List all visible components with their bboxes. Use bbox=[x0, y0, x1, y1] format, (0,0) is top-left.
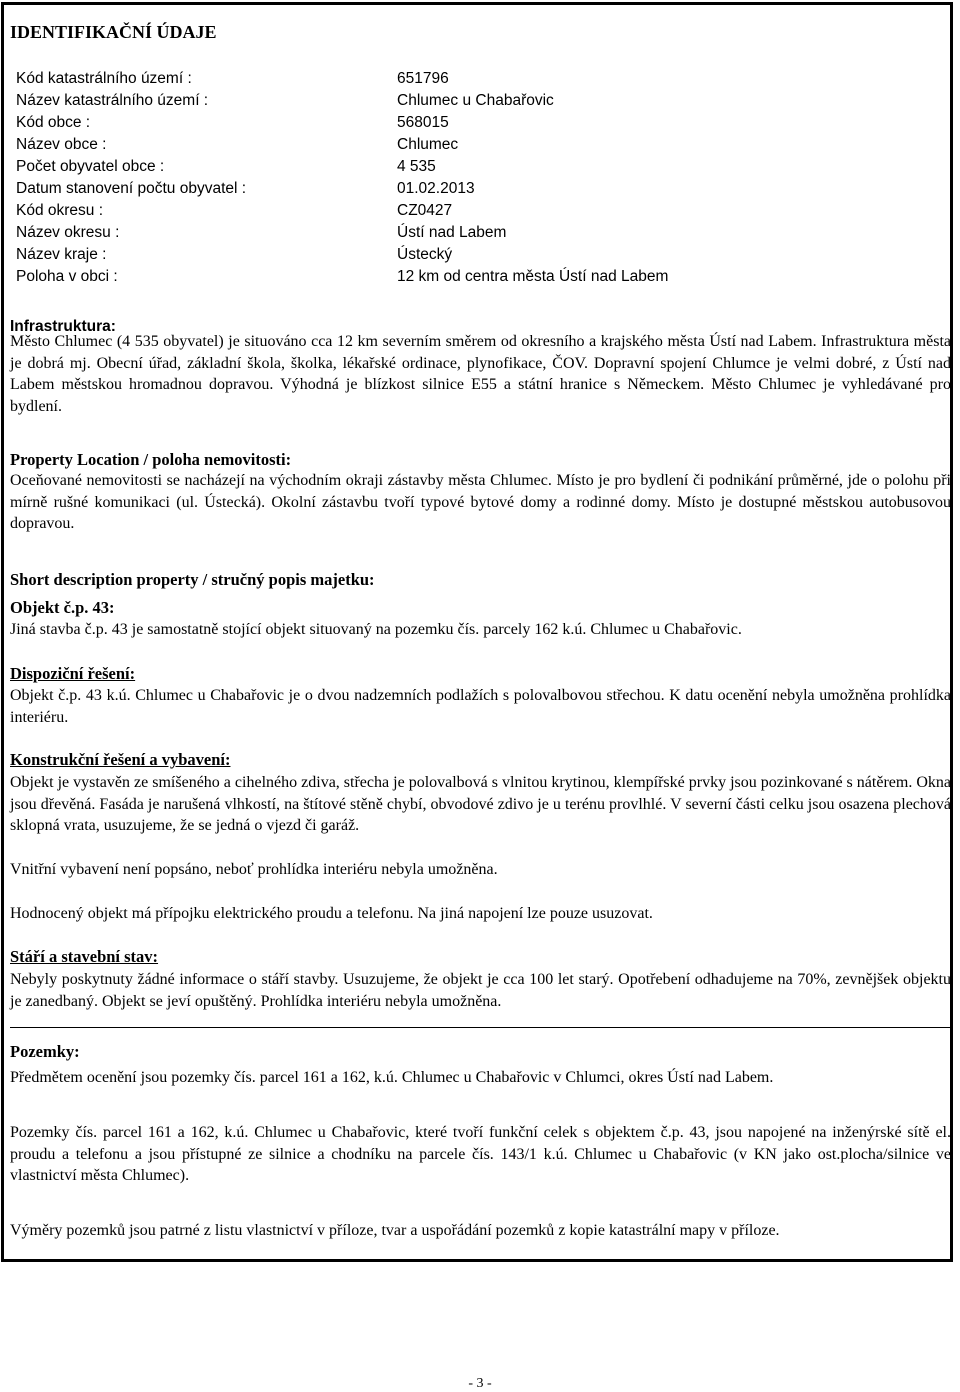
object-heading: Objekt č.p. 43: bbox=[10, 598, 115, 617]
ident-label: Kód obce : bbox=[16, 114, 91, 131]
ident-label: Kód katastrálního území : bbox=[16, 70, 192, 87]
ident-value: 651796 bbox=[397, 70, 449, 87]
ident-label: Název obce : bbox=[16, 136, 107, 153]
land-text-1: Předmětem ocenění jsou pozemky čís. parcel 161 a 162, k.ú. Chlumec u Chabařovic v Chlumci, okres Ústí nad Labem. bbox=[10, 1069, 774, 1086]
ident-label: Název okresu : bbox=[16, 224, 120, 241]
ident-label: Název kraje : bbox=[16, 246, 107, 263]
short-description-heading: Short description property / stručný popis majetku: bbox=[10, 570, 375, 589]
object-text: Jiná stavba č.p. 43 je samostatně stojící objekt situovaný na pozemku čís. parcely 162 k.ú. Chlumec u Chabařovic. bbox=[10, 621, 742, 638]
ident-label: Kód okresu : bbox=[16, 202, 104, 219]
ident-value: 4 535 bbox=[397, 158, 436, 175]
page-title: IDENTIFIKAČNÍ ÚDAJE bbox=[10, 22, 217, 42]
infrastructure-text: Město Chlumec (4 535 obyvatel) je situováno cca 12 km severním směrem od okresního a krajského města Ústí nad Labem. Infrastruktura města je dobrá mj. Obecní úřad, základní škola, školka, lékařské ordinace, plynofikace, ČOV. Dopravní spojení Chlumce je velmi dobré, z Ústí nad Labem městskou hromadnou dopravou. Výhodná je blízkost silnice E55 a státní hranice s Německem. Město Chlumec je vyhledávané pro bydlení. bbox=[10, 333, 951, 415]
location-heading: Property Location / poloha nemovitosti: bbox=[10, 450, 292, 469]
ident-value: 01.02.2013 bbox=[397, 180, 475, 197]
infrastructure-heading: Infrastruktura: bbox=[10, 318, 116, 335]
land-heading: Pozemky: bbox=[10, 1042, 80, 1061]
ident-label: Poloha v obci : bbox=[16, 268, 118, 285]
ident-value: Ústecký bbox=[397, 246, 453, 263]
ident-value: Chlumec u Chabařovic bbox=[397, 92, 554, 109]
ident-label: Název katastrálního území : bbox=[16, 92, 209, 109]
construction-text: Objekt je vystavěn ze smíšeného a cihelného zdiva, střecha je polovalbová s vlnitou krytinou, klempířské prvky jsou pozinkované s nátěrem. Okna jsou dřevěná. Fasáda je narušená vlhkostí, na štítové stěně chybí, obvodové zdivo je u terénu provlhlé. V severní části celku jsou osazena plechová sklopná vrata, usuzujeme, že se jedná o vjezd či garáž. bbox=[10, 774, 951, 834]
ident-label: Počet obyvatel obce : bbox=[16, 158, 165, 175]
disposition-text: Objekt č.p. 43 k.ú. Chlumec u Chabařovic je o dvou nadzemních podlažích s polovalbovou střechou. K datu ocenění nebyla umožněna prohlídka interiéru. bbox=[10, 687, 951, 726]
connections-text: Hodnocený objekt má přípojku elektrického proudu a telefonu. Na jiná napojení lze pouze usuzovat. bbox=[10, 905, 653, 922]
age-text: Nebyly poskytnuty žádné informace o stáří stavby. Usuzujeme, že objekt je cca 100 let starý. Opotřebení odhadujeme na 70%, zevnějšek objektu je zanedbaný. Objekt se jeví opuštěný. Prohlídka interiéru nebyla umožněna. bbox=[10, 971, 951, 1010]
construction-heading: Konstrukční řešení a vybavení: bbox=[10, 750, 231, 769]
location-text: Oceňované nemovitosti se nacházejí na východním okraji zástavby města Chlumec. Místo je pro bydlení či podnikání průměrné, jde o polohu při mírně rušné komunikaci (ul. Ústecká). Okolní zástavbu tvoří typové bytové domy a rodinné domy. Místo je dostupné městskou autobusovou dopravou. bbox=[10, 472, 951, 532]
ident-value: 568015 bbox=[397, 114, 449, 131]
disposition-heading: Dispoziční řešení: bbox=[10, 664, 136, 683]
land-text-2: Pozemky čís. parcel 161 a 162, k.ú. Chlumec u Chabařovic, které tvoří funkční celek s objektem č.p. 43, jsou napojené na inženýrské sítě el. proudu a telefonu a jsou přístupné ze silnice a chodníku na parcele čís. 143/1 k.ú. Chlumec u Chabařovic (v KN jako ost.plocha/silnice ve vlastnictví města Chlumec). bbox=[10, 1124, 951, 1184]
age-heading: Stáří a stavební stav: bbox=[10, 947, 159, 966]
ident-label: Datum stanovení počtu obyvatel : bbox=[16, 180, 247, 197]
ident-value: Ústí nad Labem bbox=[397, 224, 507, 241]
ident-value: 12 km od centra města Ústí nad Labem bbox=[397, 268, 669, 285]
ident-value: Chlumec bbox=[397, 136, 459, 153]
land-text-3: Výměry pozemků jsou patrné z listu vlastnictví v příloze, tvar a uspořádání pozemků z kopie katastrální mapy v příloze. bbox=[10, 1222, 780, 1239]
section-divider bbox=[10, 1027, 951, 1028]
ident-value: CZ0427 bbox=[397, 202, 453, 219]
page-number: - 3 - bbox=[468, 1376, 492, 1391]
interior-text: Vnitřní vybavení není popsáno, neboť prohlídka interiéru nebyla umožněna. bbox=[10, 861, 498, 878]
